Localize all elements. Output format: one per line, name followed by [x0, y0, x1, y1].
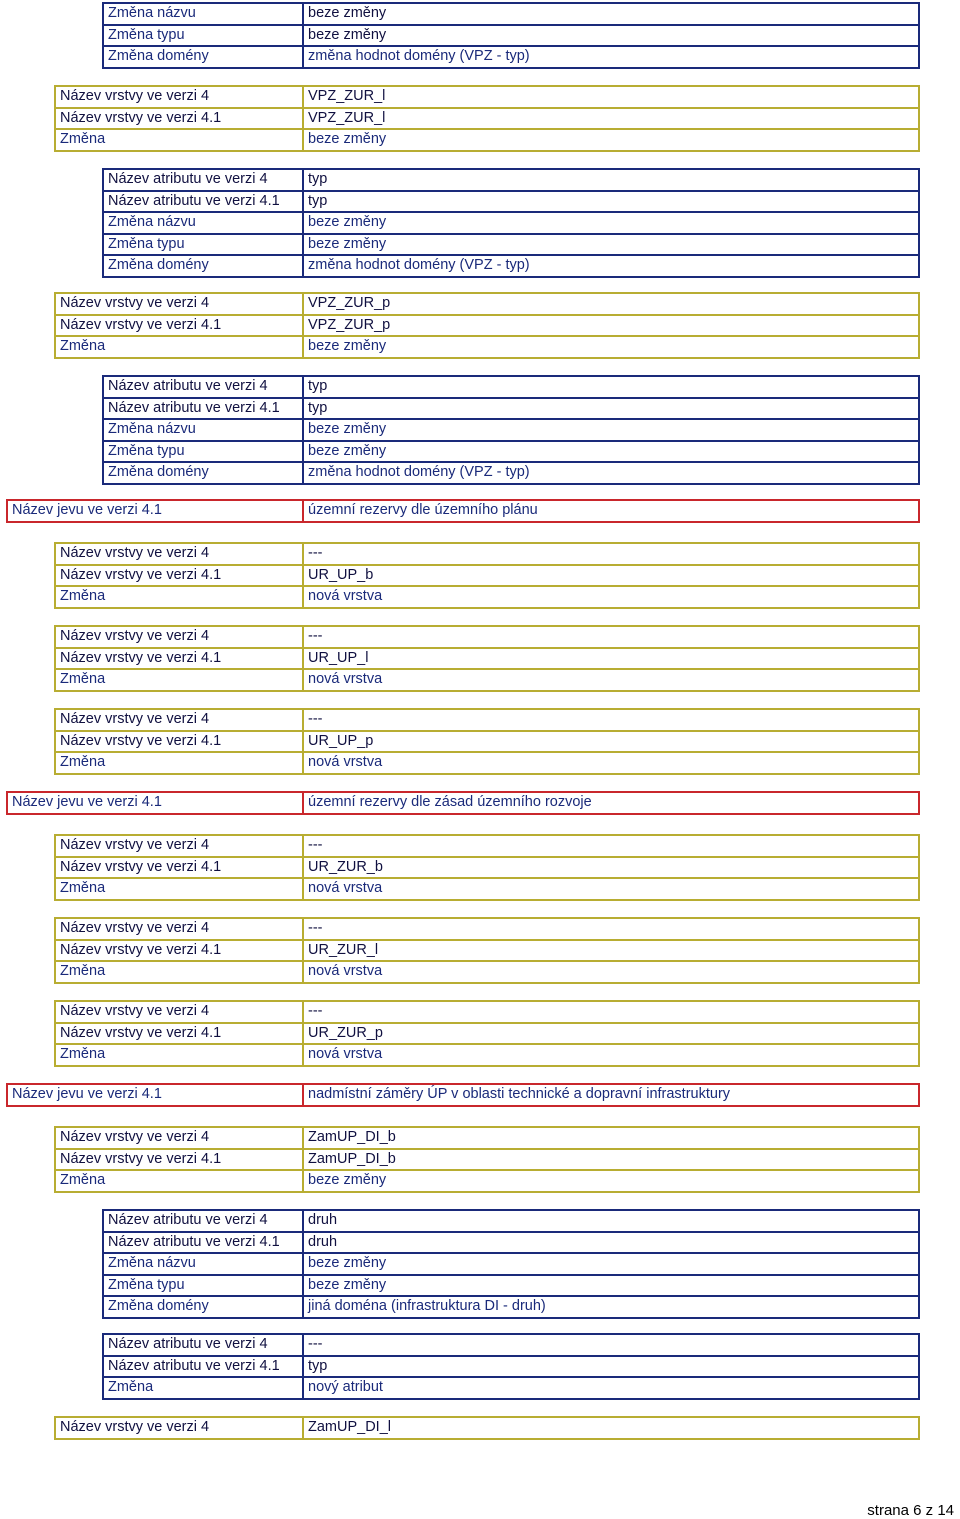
- row-label: Změna: [55, 669, 303, 691]
- row-value: typ: [303, 376, 919, 398]
- table-row: [55, 857, 919, 879]
- row-value: beze změny: [303, 419, 919, 441]
- table-row: [55, 129, 919, 151]
- row-label: Název vrstvy ve verzi 4.1: [55, 565, 303, 587]
- layer-table: [54, 625, 920, 692]
- row-value: ---: [303, 709, 919, 731]
- row-value: jiná doména (infrastruktura DI - druh): [303, 1296, 919, 1318]
- row-value: UR_UP_b: [303, 565, 919, 587]
- row-label: Název atributu ve verzi 4.1: [103, 1356, 303, 1378]
- row-value: beze změny: [303, 1170, 919, 1192]
- table-row: [103, 1334, 919, 1356]
- layer-table: [54, 708, 920, 775]
- row-value: VPZ_ZUR_p: [303, 293, 919, 315]
- row-value: nová vrstva: [303, 586, 919, 608]
- row-label: Změna domény: [103, 462, 303, 484]
- row-label: Změna domény: [103, 1296, 303, 1318]
- row-value: VPZ_ZUR_l: [303, 86, 919, 108]
- row-label: Název vrstvy ve verzi 4.1: [55, 940, 303, 962]
- row-label: Změna: [55, 752, 303, 774]
- row-label: Změna názvu: [103, 419, 303, 441]
- row-label: Název vrstvy ve verzi 4: [55, 626, 303, 648]
- row-value: druh: [303, 1210, 919, 1232]
- table-row: [55, 918, 919, 940]
- table-row: [55, 336, 919, 358]
- layer-table: [54, 85, 920, 152]
- table-row: [55, 1044, 919, 1066]
- table-row: [55, 1149, 919, 1171]
- layer-table: [54, 1416, 920, 1440]
- layer-table: [54, 542, 920, 609]
- row-label: Název vrstvy ve verzi 4.1: [55, 108, 303, 130]
- row-label: Název vrstvy ve verzi 4: [55, 86, 303, 108]
- row-label: Název vrstvy ve verzi 4: [55, 918, 303, 940]
- table-row: [103, 398, 919, 420]
- row-value: nová vrstva: [303, 752, 919, 774]
- table-row: [103, 1253, 919, 1275]
- table-row: [103, 376, 919, 398]
- table-row: [55, 835, 919, 857]
- row-value: nová vrstva: [303, 961, 919, 983]
- table-row: [103, 169, 919, 191]
- table-row: [103, 1210, 919, 1232]
- row-value: beze změny: [303, 336, 919, 358]
- table-row: [55, 626, 919, 648]
- row-value: VPZ_ZUR_p: [303, 315, 919, 337]
- table-row: [103, 1275, 919, 1297]
- row-value: ZamUP_DI_l: [303, 1417, 919, 1439]
- row-label: Název vrstvy ve verzi 4.1: [55, 315, 303, 337]
- table-row: [55, 108, 919, 130]
- row-value: nový atribut: [303, 1377, 919, 1399]
- table-row: [55, 565, 919, 587]
- table-row: [55, 961, 919, 983]
- row-value: typ: [303, 1356, 919, 1378]
- layer-table: [54, 917, 920, 984]
- table-row: [103, 1356, 919, 1378]
- row-value: beze změny: [303, 129, 919, 151]
- table-row: [55, 731, 919, 753]
- row-label: Název vrstvy ve verzi 4: [55, 709, 303, 731]
- row-label: Změna typu: [103, 441, 303, 463]
- row-label: Název vrstvy ve verzi 4.1: [55, 731, 303, 753]
- table-row: [103, 441, 919, 463]
- row-label: Změna domény: [103, 255, 303, 277]
- row-value: ---: [303, 918, 919, 940]
- table-row: [103, 462, 919, 484]
- attr-table: [102, 1333, 920, 1400]
- row-value: typ: [303, 398, 919, 420]
- table-row: [7, 500, 919, 522]
- table-row: [103, 234, 919, 256]
- table-row: [55, 1417, 919, 1439]
- row-label: Změna: [103, 1377, 303, 1399]
- table-row: [55, 1023, 919, 1045]
- row-value: beze změny: [303, 1253, 919, 1275]
- row-value: změna hodnot domény (VPZ - typ): [303, 46, 919, 68]
- row-label: Změna: [55, 878, 303, 900]
- row-label: Název vrstvy ve verzi 4.1: [55, 648, 303, 670]
- row-label: Název vrstvy ve verzi 4.1: [55, 1023, 303, 1045]
- table-row: [55, 586, 919, 608]
- table-row: [55, 293, 919, 315]
- row-label: Název atributu ve verzi 4.1: [103, 398, 303, 420]
- row-value: beze změny: [303, 25, 919, 47]
- row-label: Název atributu ve verzi 4.1: [103, 1232, 303, 1254]
- table-row: [103, 3, 919, 25]
- row-label: Změna: [55, 961, 303, 983]
- row-label: Název atributu ve verzi 4: [103, 1210, 303, 1232]
- table-row: [103, 191, 919, 213]
- layer-table: [54, 1126, 920, 1193]
- row-label: Název vrstvy ve verzi 4: [55, 1127, 303, 1149]
- row-value: typ: [303, 169, 919, 191]
- table-row: [55, 543, 919, 565]
- row-label: Změna: [55, 1170, 303, 1192]
- row-label: Název jevu ve verzi 4.1: [7, 792, 303, 814]
- attr-table: [102, 2, 920, 69]
- table-row: [55, 709, 919, 731]
- row-label: Název atributu ve verzi 4.1: [103, 191, 303, 213]
- jev-table: [6, 499, 920, 523]
- table-row: [103, 419, 919, 441]
- row-value: nová vrstva: [303, 878, 919, 900]
- table-row: [103, 46, 919, 68]
- row-value: ---: [303, 543, 919, 565]
- attr-table: [102, 1209, 920, 1319]
- table-row: [103, 212, 919, 234]
- table-row: [55, 669, 919, 691]
- table-row: [55, 878, 919, 900]
- table-row: [55, 1170, 919, 1192]
- row-label: Název atributu ve verzi 4: [103, 169, 303, 191]
- page-number: strana 6 z 14: [867, 1502, 954, 1519]
- row-label: Změna: [55, 586, 303, 608]
- attr-table: [102, 168, 920, 278]
- row-value: beze změny: [303, 234, 919, 256]
- row-label: Název vrstvy ve verzi 4: [55, 293, 303, 315]
- row-label: Změna názvu: [103, 3, 303, 25]
- row-label: Změna typu: [103, 25, 303, 47]
- row-value: ---: [303, 626, 919, 648]
- table-row: [55, 940, 919, 962]
- row-value: nová vrstva: [303, 1044, 919, 1066]
- table-row: [55, 648, 919, 670]
- table-row: [7, 1084, 919, 1106]
- row-value: UR_UP_p: [303, 731, 919, 753]
- row-value: ---: [303, 1334, 919, 1356]
- table-row: [103, 1377, 919, 1399]
- row-label: Změna typu: [103, 1275, 303, 1297]
- row-value: UR_ZUR_l: [303, 940, 919, 962]
- row-label: Název vrstvy ve verzi 4.1: [55, 857, 303, 879]
- row-label: Název atributu ve verzi 4: [103, 1334, 303, 1356]
- row-value: změna hodnot domény (VPZ - typ): [303, 255, 919, 277]
- table-row: [103, 1296, 919, 1318]
- row-value: nová vrstva: [303, 669, 919, 691]
- row-value: nadmístní záměry ÚP v oblasti technické a dopravní infrastruktury: [303, 1084, 919, 1106]
- row-label: Název vrstvy ve verzi 4: [55, 1417, 303, 1439]
- row-label: Název atributu ve verzi 4: [103, 376, 303, 398]
- row-value: beze změny: [303, 212, 919, 234]
- table-row: [55, 1001, 919, 1023]
- row-value: územní rezervy dle územního plánu: [303, 500, 919, 522]
- row-label: Změna typu: [103, 234, 303, 256]
- row-label: Název jevu ve verzi 4.1: [7, 500, 303, 522]
- row-value: beze změny: [303, 3, 919, 25]
- layer-table: [54, 292, 920, 359]
- table-row: [103, 25, 919, 47]
- row-label: Název vrstvy ve verzi 4.1: [55, 1149, 303, 1171]
- table-row: [55, 752, 919, 774]
- table-row: [55, 86, 919, 108]
- row-value: ---: [303, 835, 919, 857]
- table-row: [103, 1232, 919, 1254]
- row-value: ZamUP_DI_b: [303, 1127, 919, 1149]
- row-label: Změna: [55, 129, 303, 151]
- row-label: Změna: [55, 1044, 303, 1066]
- row-value: UR_UP_l: [303, 648, 919, 670]
- table-row: [7, 792, 919, 814]
- row-label: Změna domény: [103, 46, 303, 68]
- row-value: beze změny: [303, 1275, 919, 1297]
- row-label: Název vrstvy ve verzi 4: [55, 543, 303, 565]
- row-value: změna hodnot domény (VPZ - typ): [303, 462, 919, 484]
- row-label: Název jevu ve verzi 4.1: [7, 1084, 303, 1106]
- row-label: Název vrstvy ve verzi 4: [55, 1001, 303, 1023]
- row-value: UR_ZUR_b: [303, 857, 919, 879]
- row-value: ZamUP_DI_b: [303, 1149, 919, 1171]
- jev-table: [6, 1083, 920, 1107]
- row-value: VPZ_ZUR_l: [303, 108, 919, 130]
- row-label: Změna: [55, 336, 303, 358]
- row-label: Změna názvu: [103, 212, 303, 234]
- layer-table: [54, 834, 920, 901]
- row-value: beze změny: [303, 441, 919, 463]
- jev-table: [6, 791, 920, 815]
- row-value: druh: [303, 1232, 919, 1254]
- row-value: UR_ZUR_p: [303, 1023, 919, 1045]
- attr-table: [102, 375, 920, 485]
- row-value: typ: [303, 191, 919, 213]
- table-row: [55, 315, 919, 337]
- table-row: [103, 255, 919, 277]
- table-row: [55, 1127, 919, 1149]
- layer-table: [54, 1000, 920, 1067]
- row-label: Změna názvu: [103, 1253, 303, 1275]
- row-value: ---: [303, 1001, 919, 1023]
- row-value: územní rezervy dle zásad územního rozvoje: [303, 792, 919, 814]
- row-label: Název vrstvy ve verzi 4: [55, 835, 303, 857]
